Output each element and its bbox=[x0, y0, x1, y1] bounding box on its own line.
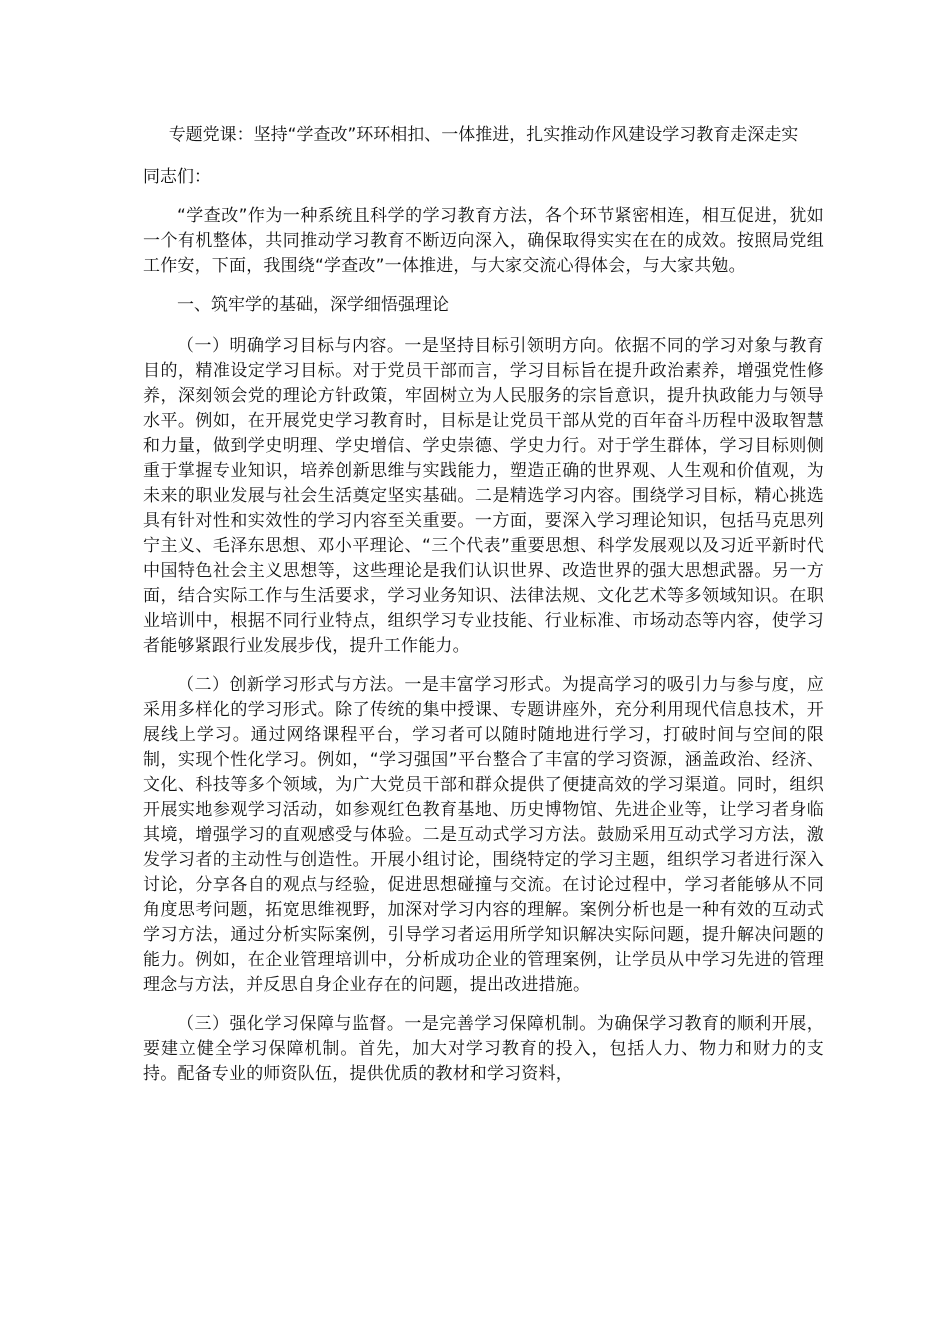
intro-paragraph: “学查改”作为一种系统且科学的学习教育方法，各个环节紧密相连，相互促进，犹如一个有机整体，共同推动学习教育不断迈向深入，确保取得实实在在的成效。按照局党组工作安，下面，我围绕“学查改”一体推进，与大家交流心得体会，与大家共勉。 bbox=[143, 206, 824, 276]
body-paragraph-2: （二）创新学习形式与方法。一是丰富学习形式。为提高学习的吸引力与参与度，应采用多样化的学习形式。除了传统的集中授课、专题讲座外，充分利用现代信息技术，开展线上学习。通过网络课程平台，学习者可以随时随地进行学习，打破时间与空间的限制，实现个性化学习。例如，“学习强国”平台整合了丰富的学习资源，涵盖政治、经济、文化、科技等多个领域，为广大党员干部和群众提供了便捷高效的学习渠道。同时，组织开展实地参观学习活动，如参观红色教育基地、历史博物馆、先进企业等，让学习者身临其境，增强学习的直观感受与体验。二是互动式学习方法。鼓励采用互动式学习方法，激发学习者的主动性与创造性。开展小组讨论，围绕特定的学习主题，组织学习者进行深入讨论，分享各自的观点与经验，促进思想碰撞与交流。在讨论过程中，学习者能够从不同角度思考问题，拓宽思维视野，加深对学习内容的理解。案例分析也是一种有效的互动式学习方法，通过分析实际案例，引导学习者运用所学知识解决实际问题，提升解决问题的能力。例如，在企业管理培训中，分析成功企业的管理案例，让学员从中学习先进的管理理念与方法，并反思自身企业存在的问题，提出改进措施。 bbox=[143, 675, 824, 995]
salutation: 同志们： bbox=[143, 167, 211, 187]
section-heading: 一、筑牢学的基础，深学细悟强理论 bbox=[177, 295, 449, 315]
body-paragraph-3: （三）强化学习保障与监督。一是完善学习保障机制。为确保学习教育的顺利开展，要建立健全学习保障机制。首先，加大对学习教育的投入，包括人力、物力和财力的支持。配备专业的师资队伍，提供优质的教材和学习资料， bbox=[143, 1014, 824, 1084]
document-title: 专题党课：坚持“学查改”环环相扣、一体推进，扎实推动作风建设学习教育走深走实 bbox=[168, 125, 799, 145]
body-paragraph-1: （一）明确学习目标与内容。一是坚持目标引领明方向。依据不同的学习对象与教育目的，精准设定学习目标。对于党员干部而言，学习目标旨在提升政治素养，增强党性修养，深刻领会党的理论方针政策，牢固树立为人民服务的宗旨意识，提升执政能力与领导水平。例如，在开展党史学习教育时，目标是让党员干部从党的百年奋斗历程中汲取智慧和力量，做到学史明理、学史增信、学史崇德、学史力行。对于学生群体，学习目标则侧重于掌握专业知识，培养创新思维与实践能力，塑造正确的世界观、人生观和价值观，为未来的职业发展与社会生活奠定坚实基础。二是精选学习内容。围绕学习目标，精心挑选具有针对性和实效性的学习内容至关重要。一方面，要深入学习理论知识，包括马克思列宁主义、毛泽东思想、邓小平理论、“三个代表”重要思想、科学发展观以及习近平新时代中国特色社会主义思想等，这些理论是我们认识世界、改造世界的强大思想武器。另一方面，结合实际工作与生活要求，学习业务知识、法律法规、文化艺术等多领域知识。在职业培训中，根据不同行业特点，组织学习专业技能、行业标准、市场动态等内容，使学习者能够紧跟行业发展步伐，提升工作能力。 bbox=[143, 336, 824, 656]
